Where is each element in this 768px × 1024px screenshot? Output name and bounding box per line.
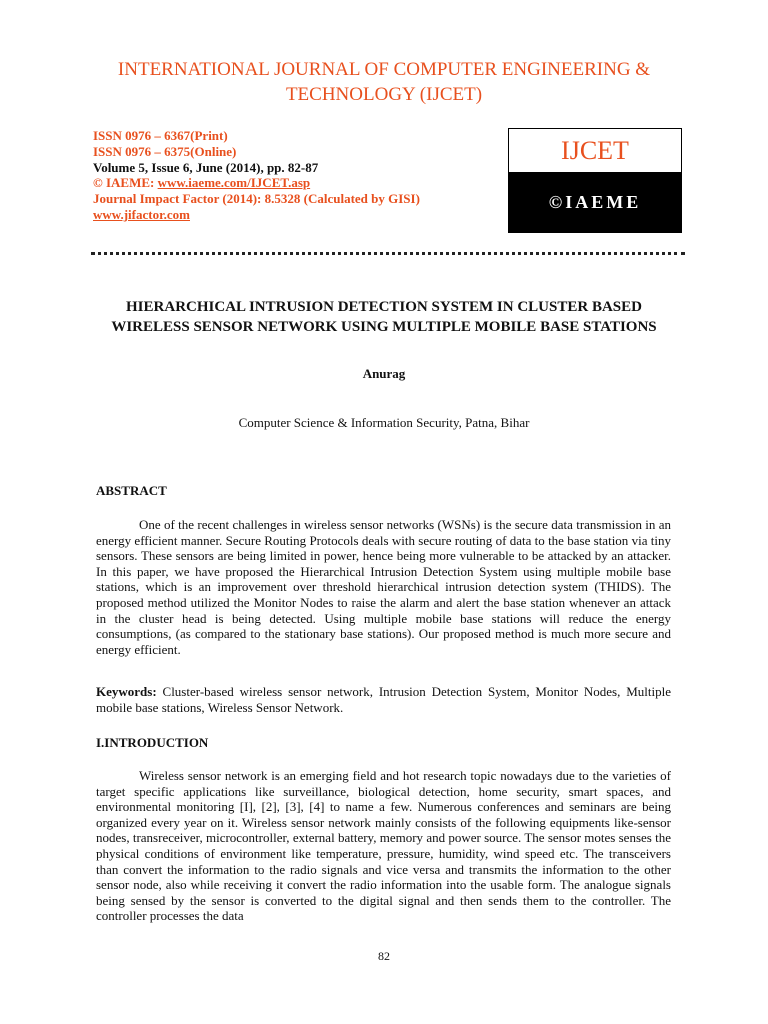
introduction-text: Wireless sensor network is an emerging field and hot research topic nowadays due to the varieties of target specific applications like surveillance, biological detection, home security, smart spaces, and environmental monitoring [I], [2], [3], [4] to name a few. Numerous conferences and seminars are being organized every year on it. Wireless sensor network mainly consists of the following equipments like-sensor nodes, transreceiver, microcontroller, external battery, memory and power source. The sensor motes senses the physical conditions of environment like temperature, pressure, humidity, wind speed etc. The transceivers than convert the information to the radio signals and vice versa and transmits the information to the other sensor node, also while receiving it convert the radio information into the usable form. The analogue signals being sensed by the sensor is converted to the digital signal and then sends them to the controller. The controller processes the data [96, 768, 671, 924]
logo-ijcet: IJCET [561, 136, 629, 165]
keywords-text: Cluster-based wireless sensor network, Intrusion Detection System, Monitor Nodes, Multiple mobile base stations, Wireless Sensor Network. [96, 684, 671, 715]
issn-online: ISSN 0976 – 6375(Online) [93, 143, 237, 159]
journal-logo [508, 128, 682, 233]
journal-title [0, 57, 768, 107]
impact-factor: Journal Impact Factor (2014): 8.5328 (Calculated by GISI) [93, 191, 420, 207]
logo-iaeme: ©IAEME [509, 172, 681, 232]
page-number: 82 [378, 949, 390, 963]
journal-info-block [93, 128, 493, 223]
introduction-heading: I.INTRODUCTION [96, 735, 209, 750]
jifactor-line [93, 207, 493, 223]
jifactor-link[interactable]: www.jifactor.com [93, 206, 190, 222]
keywords [96, 684, 671, 715]
volume-info: Volume 5, Issue 6, June (2014), pp. 82-87 [93, 159, 319, 175]
iaeme-link[interactable]: www.iaeme.com/IJCET.asp [157, 175, 311, 191]
iaeme-line [93, 175, 493, 191]
keywords-label: Keywords: [96, 684, 157, 699]
journal-title-line-1: INTERNATIONAL JOURNAL OF COMPUTER ENGINEERING & [117, 59, 651, 80]
paper-title: HIERARCHICAL INTRUSION DETECTION SYSTEM IN CLUSTER BASED WIRELESS SENSOR NETWORK USING MULTIPLE MOBILE BASE STATIONS [111, 299, 657, 335]
dotted-divider [91, 252, 685, 255]
abstract-heading: ABSTRACT [96, 483, 167, 498]
abstract-text: One of the recent challenges in wireless sensor networks (WSNs) is the secure data transmission in an energy efficient manner. Secure Routing Protocols deals with secure routing of data to the base station via tiny sensors. These sensors are being limited in power, hence being more vulnerable to be attacked by an attacker. In this paper, we have proposed the Hierarchical Intrusion Detection System using multiple mobile base stations, which is an improvement over threshold hierarchical intrusion detection system (THIDS). The proposed method utilized the Monitor Nodes to raise the alarm and alert the base station whenever an attack in the cluster head is being detected. Using multiple mobile base stations will reduce the energy consumptions, (as compared to the stationary base stations). Our proposed method is much more secure and energy efficient. [96, 517, 671, 657]
issn-print: ISSN 0976 – 6367(Print) [93, 128, 228, 143]
author-name: Anurag [362, 366, 406, 381]
journal-title-line-2: TECHNOLOGY (IJCET) [285, 84, 483, 105]
author-affiliation: Computer Science & Information Security, Patna, Bihar [238, 415, 530, 430]
iaeme-prefix: © IAEME: [93, 175, 158, 191]
